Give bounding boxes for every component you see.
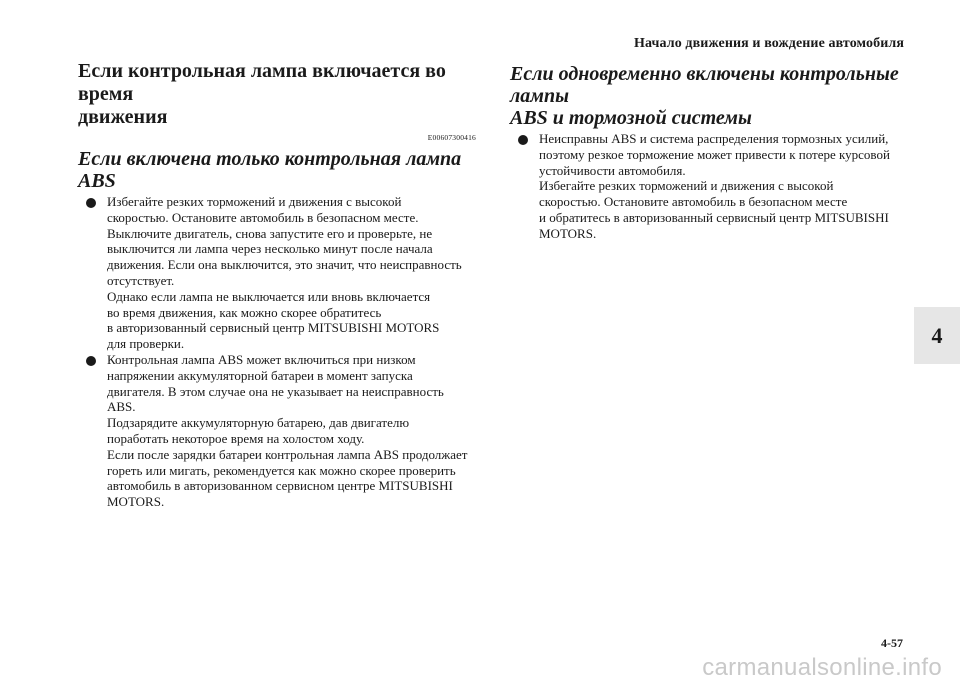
bullet-paragraph: Избегайте резких торможений и движения с высокой скоростью. Остановите автомобиль в безопасном месте и обратитесь в авторизованный сервисный центр MITSUBISHI MOTORS. [539,178,889,241]
bullet-paragraph: Однако если лампа не выключается или вновь включается во время движения, как можно скорее обратитесь в авторизованный сервисный центр MITSUBISHI MOTORS для проверки. [107,288,440,352]
bullet-paragraph: Неисправны ABS и система распределения тормозных усилий, поэтому резкое торможение может привести к потере курсовой устойчивости автомобиля. [539,131,890,178]
bullet-paragraph: Подзарядите аккумуляторную батарею, дав двигателю поработать некоторое время на холостом ходу. [107,415,410,446]
chapter-number: 4 [931,322,943,348]
left-column [78,60,476,510]
main-heading: Если контрольная лампа включается во время движения [78,60,446,128]
document-code: E00607300416 [427,133,476,142]
section-title: Начало движения и вождение автомобиля [634,36,904,51]
bullet-paragraph: Избегайте резких торможений и движения с высокой скоростью. Остановите автомобиль в безопасном месте. Выключите двигатель, снова запустите его и проверьте, не выключится ли лампа через несколько минут после начала движения. Если она выключится, это значит, что неисправность отсутствует. [107,194,462,288]
subheading-abs-and-brake: Если одновременно включены контрольные лампы ABS и тормозной системы [510,63,899,129]
bullet-item [78,352,476,510]
bullet-paragraph: Контрольная лампа ABS может включиться при низком напряжении аккумуляторной батареи в момент запуска двигателя. В этом случае она не указывает на неисправность ABS. [107,351,444,415]
chapter-tab [914,307,960,364]
bullet-dot-icon [86,356,96,366]
right-column [510,63,910,242]
page-number: 4-57 [881,636,903,650]
watermark: carmanualsonline.info [702,654,942,681]
bullet-dot-icon [518,135,528,145]
bullet-item [510,131,910,242]
bullet-dot-icon [86,198,96,208]
bullet-item [78,194,476,352]
bullet-paragraph: Если после зарядки батареи контрольная лампа ABS продолжает гореть или мигать, рекомендуется как можно скорее проверить автомобиль в авторизованном сервисном центре MITSUBISHI MOTORS. [107,446,468,510]
subheading-abs-only: Если включена только контрольная лампа ABS [78,148,462,192]
